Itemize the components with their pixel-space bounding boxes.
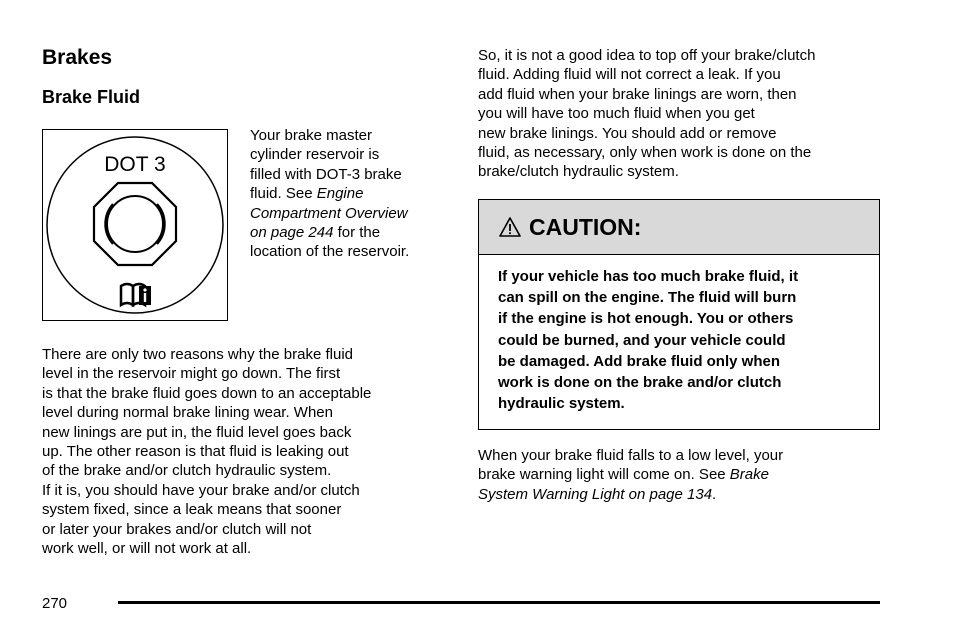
paragraph-line: system fixed, since a leak means that sooner (42, 501, 342, 519)
engine-compartment-link[interactable]: Compartment Overview (250, 204, 408, 222)
caption-text: fluid. See (250, 185, 317, 203)
paragraph-line: new linings are put in, the fluid level goes back (42, 423, 352, 441)
warning-triangle-icon (499, 216, 521, 238)
paragraph-line: up. The other reason is that fluid is leaking out (42, 443, 349, 461)
caption-line: location of the reservoir. (250, 243, 410, 261)
engine-compartment-link[interactable]: Engine (316, 185, 364, 203)
caption-line: Your brake master (250, 127, 373, 144)
caution-line: could be burned, and your vehicle could (498, 331, 786, 349)
paragraph-line: you will have too much fluid when you get (478, 105, 755, 123)
paragraph-line: new brake linings. You should add or remove (478, 124, 777, 142)
figure-caption (250, 126, 409, 262)
caption-line: filled with DOT-3 brake (250, 165, 402, 183)
owner-manual-icon (121, 284, 151, 305)
paragraph-line: If it is, you should have your brake and/or clutch (42, 481, 360, 499)
paragraph-line: is that the brake fluid goes down to an acceptable (42, 384, 372, 402)
paragraph-line (478, 465, 783, 484)
caption-line (250, 223, 409, 242)
paragraph-line: fluid, as necessary, only when work is done on the (478, 144, 812, 162)
paragraph-line: There are only two reasons why the brake fluid (42, 346, 353, 363)
brake-warning-light-link[interactable]: Brake (729, 466, 769, 484)
paragraph-line: So, it is not a good idea to top off your brake/clutch (478, 47, 816, 64)
footer-rule (118, 601, 880, 604)
brake-warning-circle-icon (107, 196, 163, 252)
brake-warning-light-link[interactable]: System Warning Light on page 134 (478, 485, 713, 503)
caution-header (479, 200, 879, 255)
caution-line: hydraulic system. (498, 395, 625, 413)
caption-line: cylinder reservoir is (250, 146, 380, 164)
paragraph-text: brake warning light will come on. See (478, 466, 730, 484)
caution-title: CAUTION: (529, 213, 642, 240)
caption-line (250, 204, 409, 223)
cap-label: DOT 3 (104, 153, 166, 176)
paragraph-line: fluid. Adding fluid will not correct a leak. If you (478, 66, 781, 84)
caution-line: work is done on the brake and/or clutch (498, 374, 782, 392)
paragraph-line: level in the reservoir might go down. The first (42, 365, 341, 383)
subsection-heading: Brake Fluid (42, 87, 141, 107)
paragraph-line: When your brake fluid falls to a low level, your (478, 447, 784, 464)
paragraph-line: work well, or will not work at all. (42, 540, 252, 558)
reservoir-cap-figure (42, 129, 228, 321)
right-paragraph-2 (478, 446, 783, 504)
engine-compartment-link[interactable]: on page 244 (250, 224, 334, 242)
left-paragraph (42, 345, 371, 558)
paragraph-text: . (712, 485, 717, 503)
section-heading: Brakes (42, 46, 113, 69)
paragraph-line: level during normal brake lining wear. When (42, 404, 333, 422)
caution-line: can spill on the engine. The fluid will burn (498, 289, 797, 307)
paragraph-line (478, 485, 783, 504)
caution-body (479, 255, 879, 414)
paragraph-line: or later your brakes and/or clutch will not (42, 520, 312, 538)
caution-line: if the engine is hot enough. You or others (498, 310, 794, 328)
caution-box (478, 199, 880, 430)
paragraph-line: of the brake and/or clutch hydraulic system. (42, 462, 332, 480)
caution-line: If your vehicle has too much brake fluid, it (498, 268, 799, 285)
caption-line (250, 184, 409, 203)
right-paragraph-1 (478, 46, 815, 182)
caption-text: for the (333, 224, 381, 242)
paragraph-line: add fluid when your brake linings are worn, then (478, 85, 797, 103)
paragraph-line: brake/clutch hydraulic system. (478, 163, 679, 181)
caution-line: be damaged. Add brake fluid only when (498, 352, 780, 370)
page-number: 270 (42, 595, 68, 612)
